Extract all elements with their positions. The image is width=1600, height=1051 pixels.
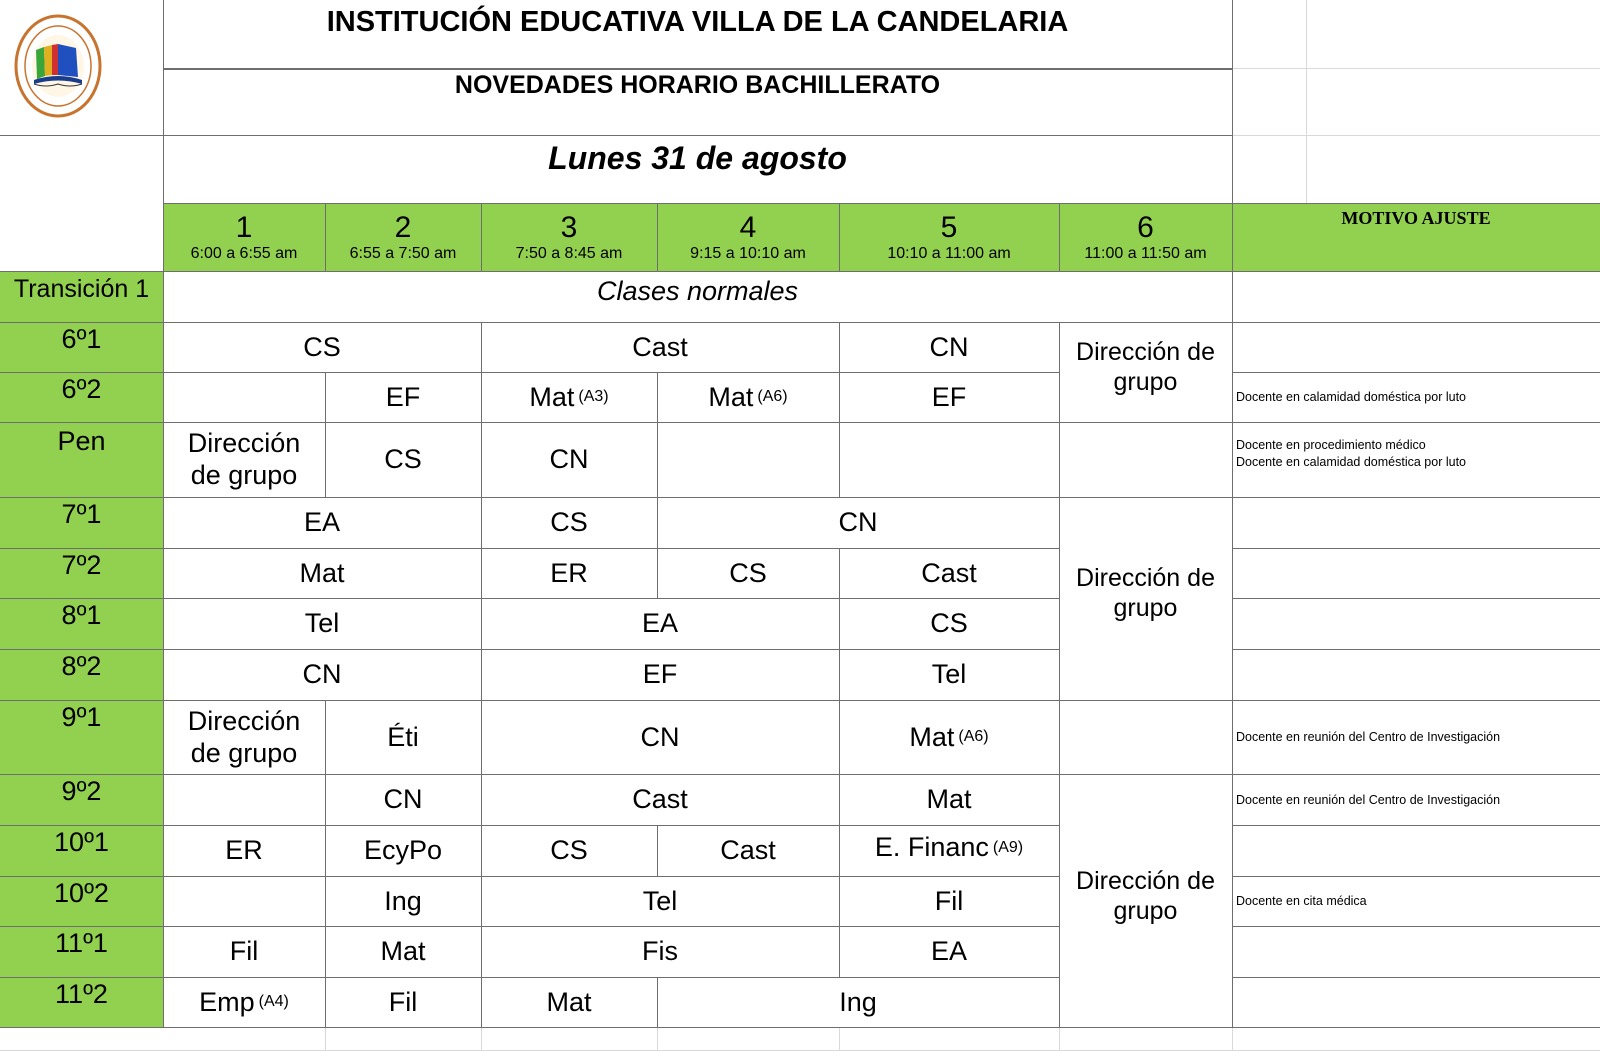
period-header-4: [657, 204, 839, 271]
normal-classes-note: Clases normales: [596, 276, 799, 307]
subject: Mat: [529, 381, 575, 412]
class-cell: Fil: [934, 885, 964, 916]
class-cell: CS: [384, 444, 422, 475]
group-direction-cell: Dirección de grupo: [1076, 867, 1215, 925]
group-label: 6º2: [61, 374, 102, 405]
school-logo: [14, 14, 102, 118]
school-name: INSTITUCIÓN EDUCATIVA VILLA DE LA CANDELARIA: [326, 5, 1069, 38]
class-cell: ER: [550, 557, 588, 588]
class-cell: EA: [930, 936, 968, 967]
class-cell: [839, 826, 1059, 870]
adjust-reason: [1232, 437, 1600, 481]
class-cell: [839, 701, 1059, 774]
class-cell: Cast: [632, 784, 688, 815]
schedule-date: Lunes 31 de agosto: [548, 140, 847, 177]
class-cell: [163, 978, 325, 1027]
adjust-reason: Docente en calamidad doméstica por luto: [1236, 390, 1466, 404]
class-cell: Tel: [304, 608, 340, 639]
group-label: 9º2: [61, 776, 102, 807]
group-label: 10º1: [54, 827, 109, 858]
class-cell: Mat: [380, 936, 426, 967]
class-cell: Fis: [642, 936, 678, 967]
class-cell: Éti: [387, 721, 419, 752]
period-time: 11:00 a 11:50 am: [1084, 244, 1207, 262]
class-cell: CS: [303, 331, 341, 362]
class-cell: CN: [383, 784, 423, 815]
class-cell: [657, 373, 839, 422]
group-label: 8º1: [61, 600, 102, 631]
class-cell: CN: [549, 444, 589, 475]
period-time: 9:15 a 10:10 am: [690, 244, 806, 262]
group-label: Pen: [57, 426, 106, 457]
classroom: (A9): [992, 838, 1024, 856]
group-label: 7º1: [61, 499, 102, 530]
page-subtitle: NOVEDADES HORARIO BACHILLERATO: [454, 71, 941, 100]
group-label: 11º1: [55, 928, 108, 959]
reason-line: Docente en procedimiento médico: [1236, 438, 1426, 452]
class-cell: Cast: [720, 835, 776, 866]
group-label: 6º1: [61, 324, 102, 355]
class-cell: Ing: [839, 986, 877, 1017]
subject: Emp: [199, 986, 255, 1017]
class-cell: Cast: [921, 557, 977, 588]
class-cell: Ing: [384, 885, 422, 916]
class-cell: CN: [929, 331, 969, 362]
motivo-header: MOTIVO AJUSTE: [1341, 208, 1491, 228]
class-cell: EcyPo: [363, 835, 443, 866]
class-cell: CN: [302, 659, 342, 690]
class-cell: Fil: [229, 936, 259, 967]
class-cell: EA: [303, 507, 341, 538]
period-time: 7:50 a 8:45 am: [515, 244, 623, 262]
class-cell: Fil: [388, 986, 418, 1017]
period-header-1: [163, 204, 325, 271]
group-direction-cell: Dirección de grupo: [1076, 338, 1215, 396]
class-cell: EF: [385, 381, 421, 412]
class-cell: CS: [550, 507, 588, 538]
group-label: 8º2: [61, 651, 102, 682]
period-header-5: [839, 204, 1059, 271]
period-header-6: [1059, 204, 1232, 271]
class-cell: Tel: [642, 885, 678, 916]
classroom: (A6): [757, 388, 788, 406]
subject: E. Financ: [874, 832, 989, 863]
period-time: 10:10 a 11:00 am: [887, 244, 1011, 262]
group-direction-cell: Dirección de grupo: [1076, 564, 1215, 622]
period-number: 2: [394, 210, 412, 244]
period-header-2: [325, 204, 481, 271]
reason-line: Docente en calamidad doméstica por luto: [1236, 455, 1466, 469]
subject: Mat: [909, 721, 955, 752]
class-cell: Mat: [926, 784, 972, 815]
class-cell: CS: [550, 835, 588, 866]
adjust-reason: Docente en reunión del Centro de Investigación: [1236, 730, 1501, 744]
class-cell: [481, 373, 657, 422]
class-cell: Mat: [299, 557, 345, 588]
class-cell: CS: [930, 608, 968, 639]
subject: Mat: [708, 381, 754, 412]
group-label: Transición 1: [13, 275, 150, 304]
class-cell: EA: [641, 608, 679, 639]
period-time: 6:00 a 6:55 am: [190, 244, 298, 262]
group-label: 10º2: [54, 878, 109, 909]
class-cell: CN: [640, 721, 680, 752]
class-cell: ER: [225, 835, 263, 866]
period-time: 6:55 a 7:50 am: [349, 244, 457, 262]
class-cell: EF: [642, 659, 678, 690]
class-cell: CN: [838, 507, 878, 538]
class-cell: Cast: [632, 331, 688, 362]
class-cell: EF: [931, 381, 967, 412]
period-number: 5: [940, 210, 958, 244]
class-cell: CS: [729, 557, 767, 588]
period-number: 6: [1137, 210, 1154, 244]
classroom: (A4): [258, 993, 289, 1011]
period-header-3: [481, 204, 657, 271]
period-number: 1: [235, 210, 253, 244]
group-label: 7º2: [61, 550, 102, 581]
class-cell: Mat: [546, 986, 592, 1017]
classroom: (A3): [578, 388, 609, 406]
adjust-reason: Docente en reunión del Centro de Investigación: [1236, 792, 1501, 807]
period-number: 3: [560, 210, 578, 244]
period-number: 4: [739, 210, 757, 244]
group-label: 11º2: [55, 979, 108, 1010]
adjust-reason: Docente en cita médica: [1236, 894, 1367, 908]
class-cell: Dirección de grupo: [187, 705, 301, 768]
class-cell: Tel: [931, 659, 967, 690]
classroom: (A6): [958, 728, 989, 746]
group-label: 9º1: [61, 702, 102, 733]
class-cell: Dirección de grupo: [187, 428, 301, 490]
